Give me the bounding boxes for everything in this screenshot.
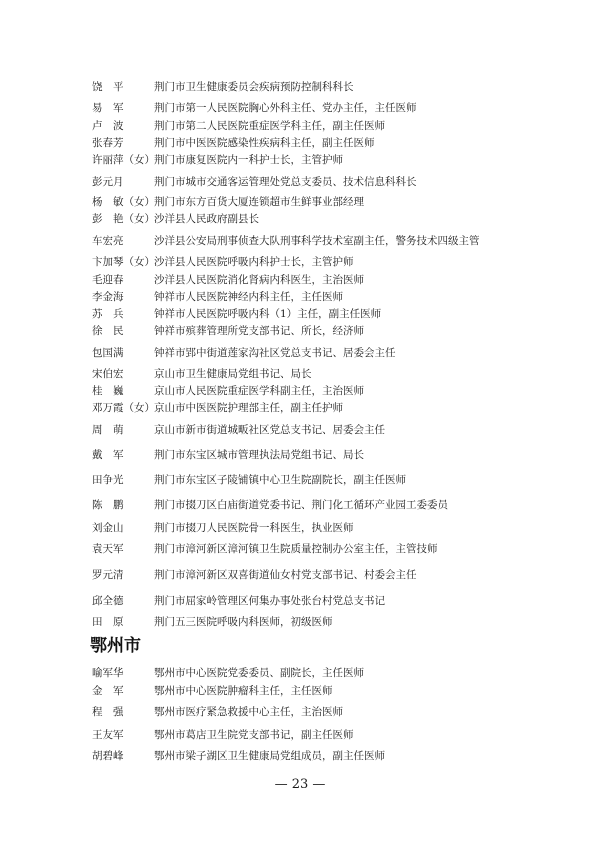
- person-name: 毛迎春: [92, 274, 124, 286]
- person-title: 钟祥市人民医院神经内科主任，主任医师: [154, 291, 343, 303]
- person-title: 荆门市屈家岭管理区何集办事处张台村党总支书记: [154, 595, 385, 607]
- person-name: 刘金山: [92, 522, 124, 534]
- person-name: 卞加琴（女）: [92, 256, 155, 268]
- person-name: 卢 波: [92, 120, 124, 132]
- person-name: 许丽萍（女）: [92, 154, 155, 166]
- person-name: 包国满: [92, 347, 124, 359]
- person-title: 京山市新市街道城畈社区党总支书记、居委会主任: [154, 424, 385, 436]
- person-title: 荆门市漳河新区双喜街道仙女村党支部书记、村委会主任: [154, 569, 417, 581]
- person-title: 荆门市第一人民医院胸心外科主任、党办主任，主任医师: [154, 102, 417, 114]
- person-name: 周 萌: [92, 424, 124, 436]
- person-name: 杨 敏（女）: [92, 196, 155, 208]
- person-title: 荆门市中医医院感染性疾病科主任，副主任医师: [154, 137, 375, 149]
- person-title: 荆门市掇刀区白庙街道党委书记、荆门化工循环产业园工委委员: [154, 499, 448, 511]
- person-title: 鄂州市中心医院肿瘤科主任，主任医师: [154, 685, 333, 697]
- person-title: 鄂州市葛店卫生院党支部书记，副主任医师: [154, 729, 354, 741]
- person-title: 荆门市东方百货大厦连锁超市生鲜事业部经理: [154, 196, 364, 208]
- person-title: 荆门市掇刀人民医院骨一科医生，执业医师: [154, 522, 354, 534]
- person-name: 田 原: [92, 616, 124, 628]
- person-name: 陈 鹏: [92, 499, 124, 511]
- section-heading: 鄂州市: [90, 636, 141, 656]
- person-name: 邱全德: [92, 595, 124, 607]
- person-name: 张春芳: [92, 137, 124, 149]
- person-name: 胡碧峰: [92, 750, 124, 762]
- person-name: 喻军华: [92, 667, 124, 679]
- person-title: 荆门市城市交通客运管理处党总支委员、技术信息科科长: [154, 176, 417, 188]
- person-title: 沙洋县公安局刑事侦查大队刑事科学技术室副主任，警务技术四级主管: [154, 235, 480, 247]
- person-title: 沙洋县人民医院消化肾病内科医生，主治医师: [154, 274, 364, 286]
- person-name: 金 军: [92, 685, 124, 697]
- person-name: 彭 艳（女）: [92, 213, 155, 225]
- person-name: 宋伯宏: [92, 368, 124, 380]
- person-title: 京山市人民医院重症医学科副主任，主治医师: [154, 385, 364, 397]
- person-name: 罗元清: [92, 569, 124, 581]
- page-number: — 23 —: [274, 777, 326, 792]
- person-title: 鄂州市中心医院党委委员、副院长，主任医师: [154, 667, 364, 679]
- person-name: 程 强: [92, 706, 124, 718]
- person-name: 田争光: [92, 474, 124, 486]
- person-name: 徐 民: [92, 325, 124, 337]
- person-title: 钟祥市殡葬管理所党支部书记、所长，经济师: [154, 325, 364, 337]
- person-title: 京山市卫生健康局党组书记、局长: [154, 368, 312, 380]
- person-title: 鄂州市医疗紧急救援中心主任，主治医师: [154, 706, 343, 718]
- person-name: 苏 兵: [92, 308, 124, 320]
- person-title: 荆门市东宝区城市管理执法局党组书记、局长: [154, 449, 364, 461]
- person-name: 桂 巍: [92, 385, 124, 397]
- person-title: 荆门市卫生健康委员会疾病预防控制科科长: [154, 81, 354, 93]
- person-title: 荆门市康复医院内一科护士长，主管护师: [154, 154, 343, 166]
- person-name: 彭元月: [92, 176, 124, 188]
- person-title: 沙洋县人民政府副县长: [154, 213, 259, 225]
- person-title: 荆门五三医院呼吸内科医师，初级医师: [154, 616, 333, 628]
- person-name: 戴 军: [92, 449, 124, 461]
- person-title: 荆门市第二人民医院重症医学科主任，副主任医师: [154, 120, 385, 132]
- person-title: 钟祥市人民医院呼吸内科（1）主任，副主任医师: [154, 308, 382, 320]
- person-name: 李金海: [92, 291, 124, 303]
- person-name: 饶 平: [92, 81, 124, 93]
- person-name: 邓万霞（女）: [92, 402, 155, 414]
- person-name: 车宏亮: [92, 235, 124, 247]
- person-title: 鄂州市梁子湖区卫生健康局党组成员，副主任医师: [154, 750, 385, 762]
- person-name: 王友军: [92, 729, 124, 741]
- person-title: 钟祥市郢中街道莲家沟社区党总支书记、居委会主任: [154, 347, 396, 359]
- person-title: 荆门市东宝区子陵铺镇中心卫生院副院长，副主任医师: [154, 474, 406, 486]
- person-title: 京山市中医医院护理部主任，副主任护师: [154, 402, 343, 414]
- person-name: 易 军: [92, 102, 124, 114]
- person-title: 荆门市漳河新区漳河镇卫生院质量控制办公室主任，主管技师: [154, 543, 438, 555]
- person-title: 沙洋县人民医院呼吸内科护士长，主管护师: [154, 256, 354, 268]
- person-name: 袁天军: [92, 543, 124, 555]
